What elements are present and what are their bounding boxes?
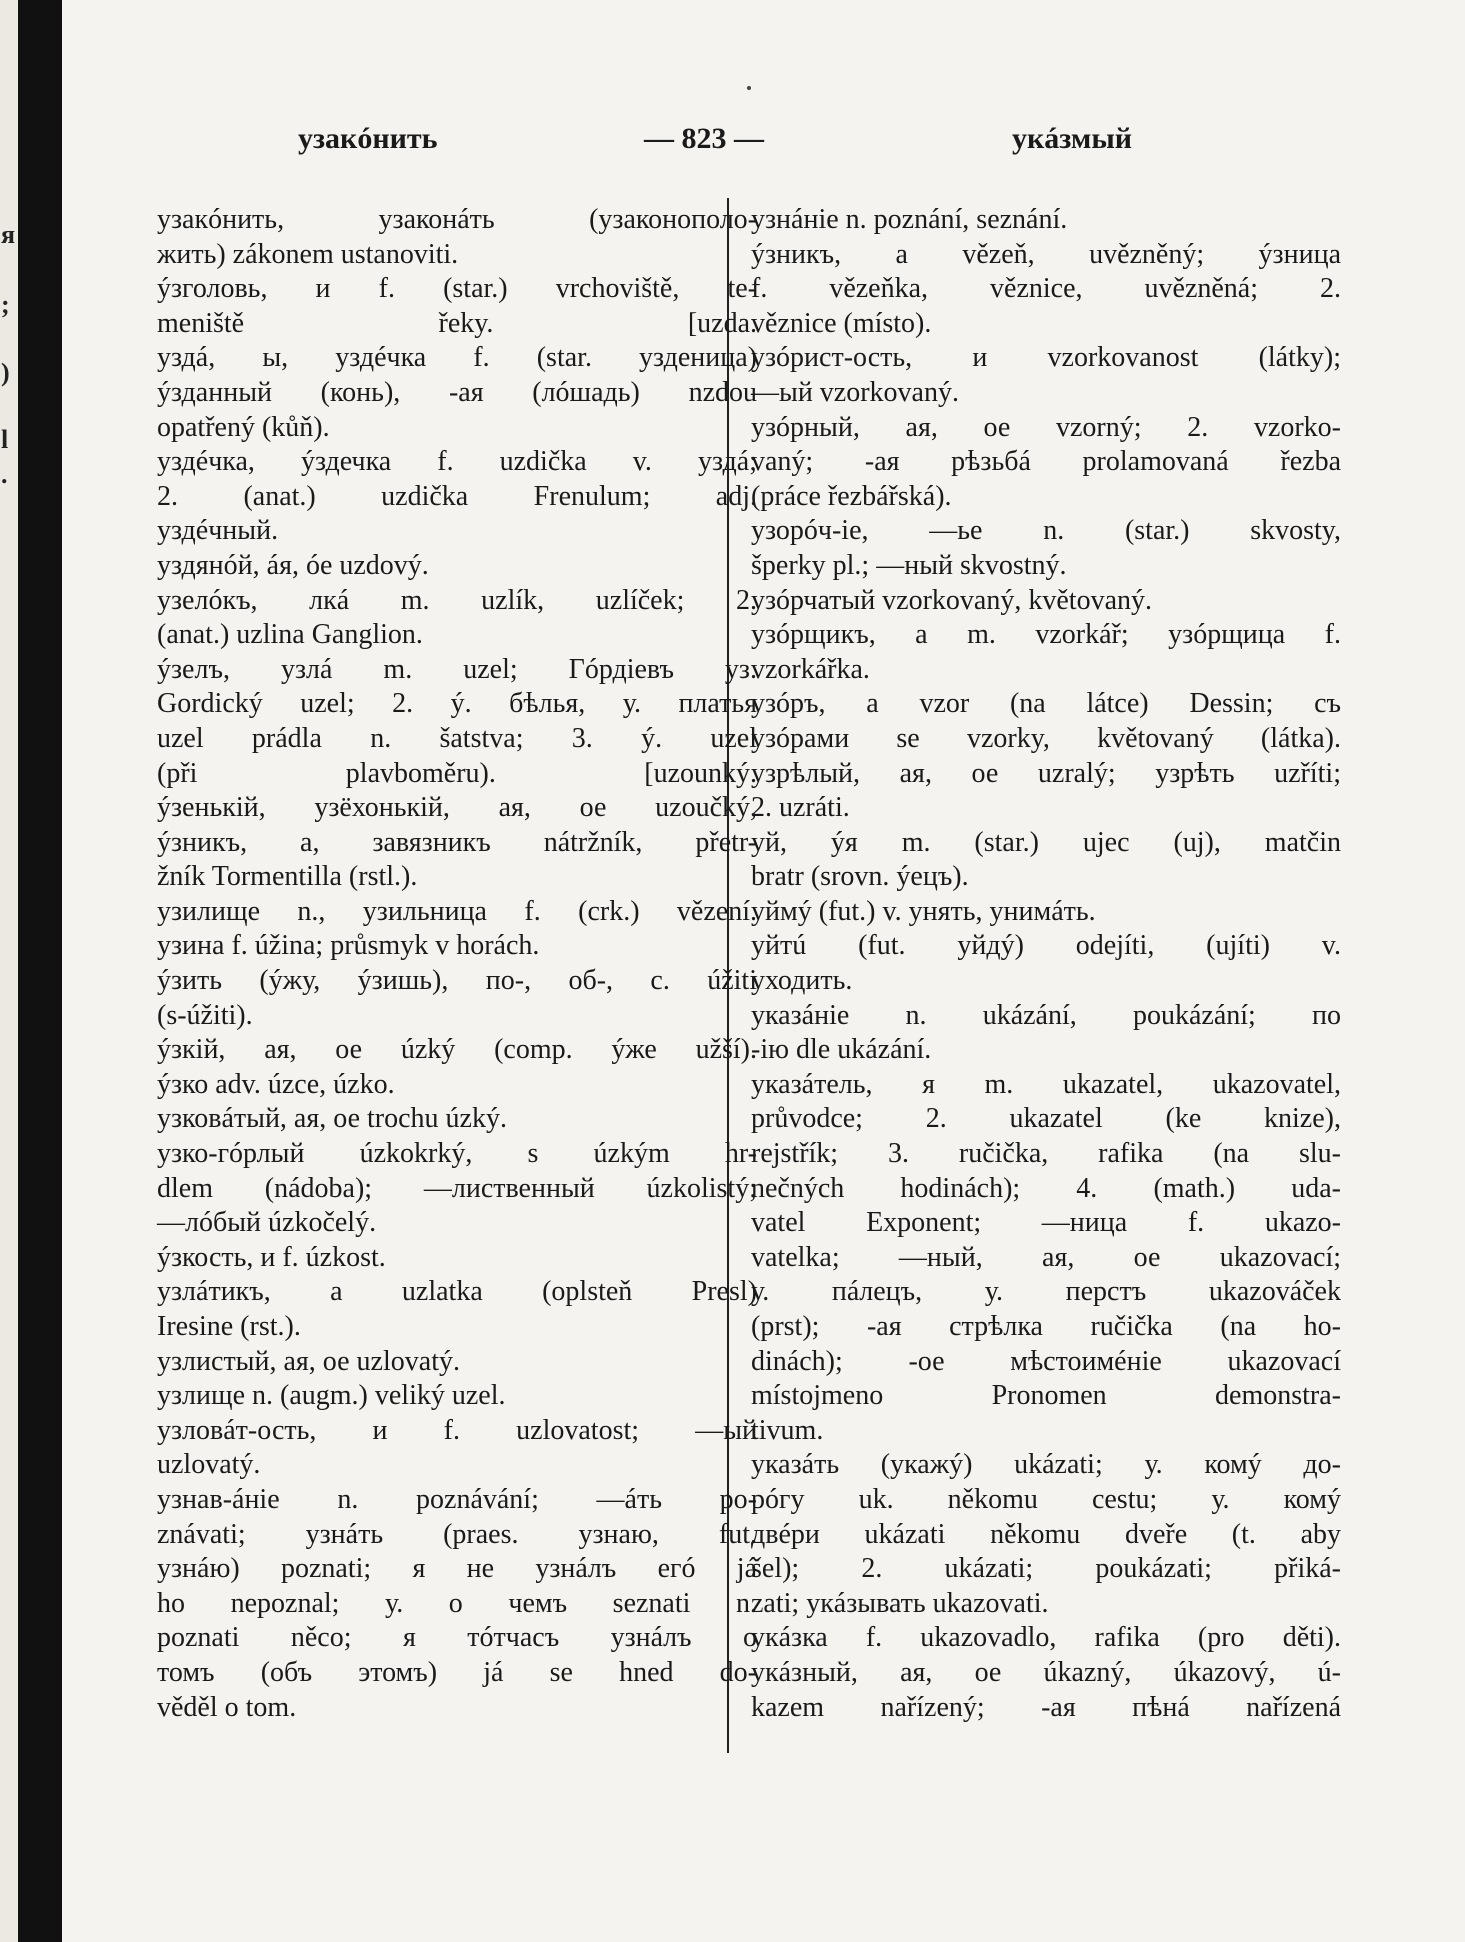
entry-line: ýзданный (конь), -ая (лóшадь) nzdou <box>157 376 757 408</box>
margin-fragment: l <box>1 425 9 454</box>
entry-line: ýзко adv. úzce, úzko. <box>157 1068 395 1100</box>
entry-line: узóрист-ость, и vzorkovanost (látky); <box>751 342 1341 374</box>
entry-line: znávati; узнáть (praes. узнаю, fut. <box>157 1518 757 1550</box>
entry-line: vzorkářka. <box>751 653 870 685</box>
entry-line: узковáтый, ая, ое trochu úzký. <box>157 1103 507 1135</box>
entry-line: žník Tormentilla (rstl.). <box>157 861 418 893</box>
entry-line: kazem nařízený; -ая пѣнá nařízená <box>751 1691 1341 1723</box>
entry-line: узóрный, ая, ое vzorný; 2. vzorko- <box>751 411 1341 443</box>
entry-line: šperky pl.; —ный skvostný. <box>751 549 1067 581</box>
entry-line: узорóч-іе, —ье n. (star.) skvosty, <box>751 515 1341 547</box>
entry-line: vatel Exponent; —ница f. ukazo- <box>751 1207 1341 1239</box>
entry-line: Iresine (rst.). <box>157 1311 301 1342</box>
entry-line: 2. uzráti. <box>751 792 850 824</box>
entry-line: ýзкость, и f. úzkost. <box>157 1241 386 1273</box>
header-first-word: узакóнить <box>298 122 438 155</box>
margin-fragment: ) <box>1 358 10 387</box>
entry-line: двéри ukázati někomu dveře (t. aby <box>751 1518 1341 1550</box>
entry-line: уйтú (fut. уйдý) odejíti, (ujíti) v. <box>751 930 1341 962</box>
entry-line: ýзголовь, и f. (star.) vrchoviště, te- <box>157 273 757 305</box>
entry-line: ýзелъ, узлá m. uzel; Гóрдіевъ уз. <box>157 653 757 685</box>
entry-line: dinách); -ое мѣстоимéніе ukazovací <box>751 1345 1341 1377</box>
left-column <box>157 203 757 1725</box>
entry-line: šel); 2. ukázati; poukázati; přiká- <box>751 1553 1341 1585</box>
entry-line: (anat.) uzlina Ganglion. <box>157 619 423 651</box>
adjacent-page-margin <box>0 0 18 1942</box>
entry-line: указáтель, я m. ukazatel, ukazovatel, <box>751 1068 1341 1100</box>
entry-line: vatelka; —ный, ая, ое ukazovací; <box>751 1241 1341 1273</box>
entry-line: узóръ, а vzor (na látce) Dessin; съ <box>751 688 1341 720</box>
entry-line: узóрами se vzorky, květovaný (látka). <box>751 722 1341 754</box>
entry-line: ýзникъ, а vězeň, uvězněný; ýзница <box>751 238 1341 270</box>
entry-line: узко-гóрлый úzkokrký, s úzkým hr- <box>157 1138 757 1170</box>
entry-line: uzel prádla n. šatstva; 3. ý. uzel <box>157 722 757 754</box>
entry-line: узловáт-ость, и f. uzlovatost; —ый <box>157 1414 757 1446</box>
entry-line: tivum. <box>751 1414 824 1446</box>
entry-line: узнав-áніе n. poznávání; —áть po- <box>157 1483 757 1515</box>
entry-line: —лóбый úzkočelý. <box>157 1207 377 1239</box>
entry-line: уздéчка, ýздечка f. uzdička v. уздá; <box>157 446 757 478</box>
dictionary-page <box>62 0 1465 1942</box>
entry-line: (práce řezbářská). <box>751 480 952 512</box>
entry-line: věznice (místo). <box>751 307 932 339</box>
entry-line: opatřený (kůň). <box>157 411 330 443</box>
entry-line: узнáніе n. poznání, seznání. <box>751 204 1068 235</box>
entry-line: узелóкъ, лкá m. uzlík, uzlíček; 2. <box>157 584 757 616</box>
entry-line: bratr (srovn. ýецъ). <box>751 861 969 893</box>
entry-line: nečných hodinách); 4. (math.) uda- <box>751 1172 1341 1204</box>
entry-line: укáзка f. ukazovadlo, rafika (pro děti). <box>751 1622 1341 1654</box>
page-header <box>62 122 1465 162</box>
entry-line: узилище n., узильница f. (crk.) vězení. <box>157 895 757 927</box>
entry-line: узлище n. (augm.) veliký uzel. <box>157 1380 506 1412</box>
entry-line: zati; укáзывать ukazovati. <box>751 1587 1049 1619</box>
entry-line: узрѣлый, ая, ое uzralý; узрѣть uzříti; <box>751 757 1341 789</box>
entry-line: узина f. úžina; průsmyk v horách. <box>157 930 540 962</box>
margin-fragment: ; <box>1 290 10 319</box>
entry-line: указáть (укажý) ukázati; у. комý до- <box>751 1449 1341 1481</box>
entry-line: Gordický uzel; 2. ý. бѣлья, у. платья <box>157 688 757 720</box>
entry-line: (s-úžiti). <box>157 999 253 1031</box>
entry-line: уздéчный. <box>157 515 279 547</box>
entry-line: 2. (anat.) uzdička Frenulum; adj. <box>157 480 757 512</box>
entry-line: у. пáлецъ, у. перстъ ukazováček <box>751 1276 1341 1308</box>
entry-line: věděl o tom. <box>157 1691 297 1723</box>
page-number: — 823 — <box>644 122 764 155</box>
right-column <box>751 203 1341 1725</box>
entry-line: meniště řeky. [uzda. <box>157 307 757 339</box>
entry-line: уймý (fut.) v. унять, унимáть. <box>751 895 1096 927</box>
entry-line: místojmeno Pronomen demonstra- <box>751 1380 1341 1412</box>
entry-line: ýзникъ, а, завязникъ nátržník, přetr- <box>157 826 757 858</box>
entry-line: укáзный, ая, ое úkazný, úkazový, ú- <box>751 1656 1341 1688</box>
print-speck <box>747 86 751 90</box>
entry-line: —ый vzorkovaný. <box>751 376 959 408</box>
margin-fragment: я <box>1 220 16 249</box>
entry-line: рóгу uk. někomu cestu; у. комý <box>751 1483 1341 1515</box>
entry-line: ho nepoznal; у. о чемъ seznati n. <box>157 1587 757 1619</box>
entry-line: ýзить (ýжу, ýзишь), по-, об-, с. úžiti <box>157 965 757 997</box>
entry-line: ýзкій, ая, ое úzký (comp. ýже užší). <box>157 1034 757 1066</box>
entry-line: průvodce; 2. ukazatel (ke knize), <box>751 1103 1341 1135</box>
entry-line: ýзенькій, узёхонькій, ая, ое uzoučký, <box>157 792 757 824</box>
entry-line: узлистый, ая, ое uzlovatý. <box>157 1345 460 1377</box>
entry-line: -ію dle ukázání. <box>751 1034 932 1066</box>
entry-line: узнáю) poznati; я не узнáлъ егó já <box>157 1553 757 1585</box>
entry-line: uzlovatý. <box>157 1449 261 1481</box>
entry-line: томъ (объ этомъ) já se hned do- <box>157 1656 757 1688</box>
entry-line: vaný; -ая рѣзьбá prolamovaná řezba <box>751 446 1341 478</box>
entry-line: узóрщикъ, а m. vzorkář; узóрщица f. <box>751 619 1341 651</box>
entry-line: rejstřík; 3. ručička, rafika (na slu- <box>751 1138 1341 1170</box>
entry-line: уздянóй, áя, óе uzdový. <box>157 549 429 581</box>
entry-line: узакóнить, узаконáть (узаконополо- <box>157 204 757 235</box>
header-last-word: укáзмый <box>1012 122 1133 155</box>
entry-line: f. vězeňka, věznice, uvězněná; 2. <box>751 273 1341 305</box>
entry-line: dlem (nádoba); —лиственный úzkolistý; <box>157 1172 757 1204</box>
entry-line: уздá, ы, уздéчка f. (star. узденица) <box>157 342 757 374</box>
entry-line: poznati něco; я тóтчасъ узнáлъ о <box>157 1622 757 1654</box>
entry-line: узлáтикъ, а uzlatka (oplsteň Presl) <box>157 1276 757 1308</box>
entry-line: (při plavboměru). [uzounký. <box>157 757 757 789</box>
entry-line: жить) zákonem ustanoviti. <box>157 238 459 270</box>
entry-line: уй, ýя m. (star.) ujec (uj), matčin <box>751 826 1341 858</box>
entry-line: указáніе n. ukázání, poukázání; по <box>751 999 1341 1031</box>
entry-line: узóрчатый vzorkovaný, květovaný. <box>751 584 1152 616</box>
margin-fragment: . <box>1 460 8 489</box>
entry-line: (prst); -ая стрѣлка ručička (na ho- <box>751 1311 1341 1342</box>
entry-line: уходить. <box>751 965 853 997</box>
